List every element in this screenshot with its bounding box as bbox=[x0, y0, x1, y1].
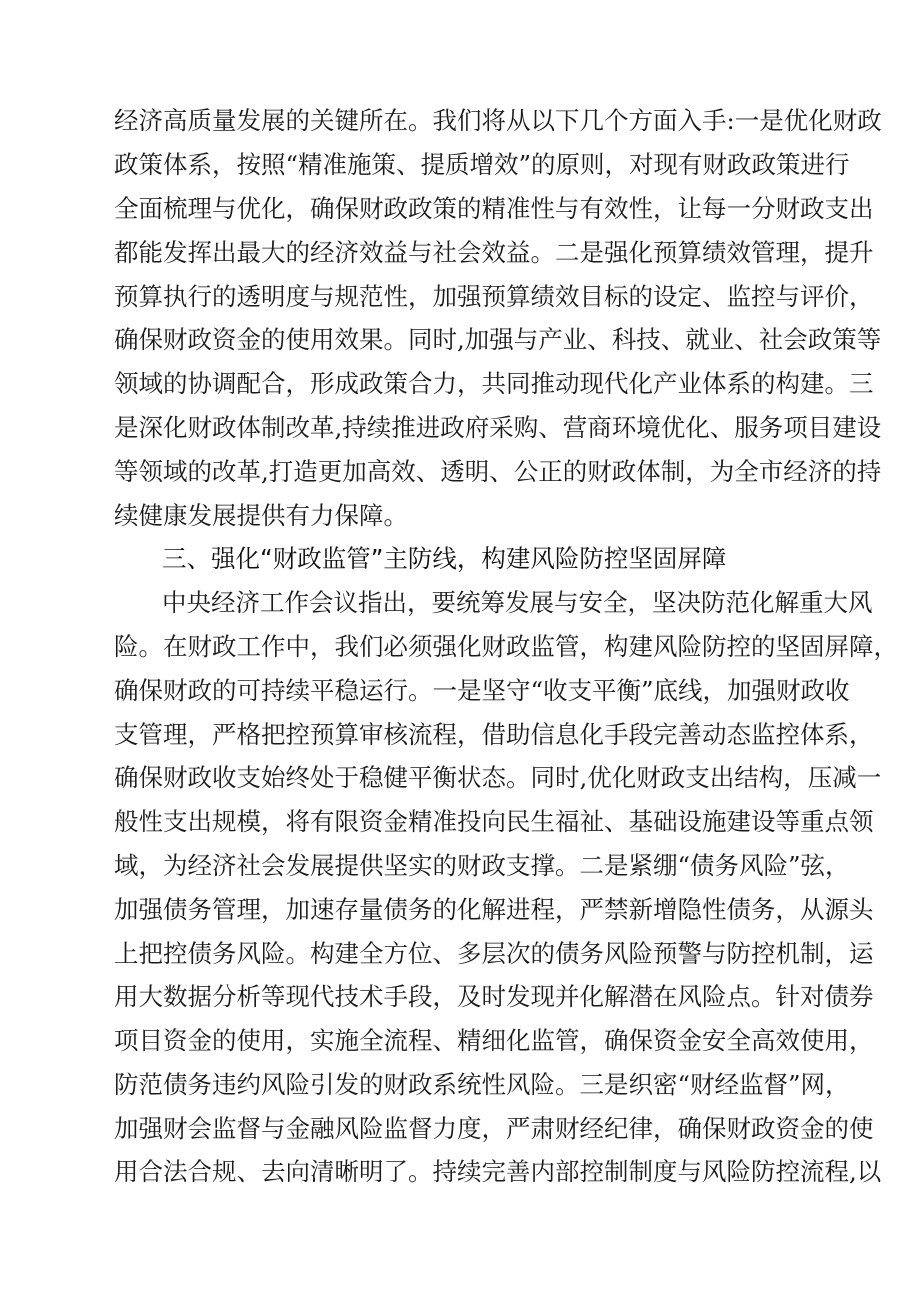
paragraph-1-line-1: 经济高质量发展的关键所在。我们将从以下几个方面入手:一是优化财政 bbox=[114, 106, 882, 135]
paragraph-2-line-4: 支管理，严格把控预算审核流程，借助信息化手段完善动态监控体系， bbox=[114, 720, 874, 749]
paragraph-2-line-12: 防范债务违约风险引发的财政系统性风险。三是织密“财经监督”网， bbox=[114, 1070, 850, 1099]
paragraph-2-line-7: 域，为经济社会发展提供坚实的财政支撑。二是紧绷“债务风险”弦， bbox=[114, 851, 850, 880]
paragraph-1-line-8: 是深化财政体制改革,持续推进政府采购、营商环境优化、服务项目建设 bbox=[114, 413, 882, 442]
paragraph-1-line-6: 确保财政资金的使用效果。同时,加强与产业、科技、就业、社会政策等 bbox=[114, 325, 882, 354]
paragraph-2-line-2: 险。在财政工作中，我们必须强化财政监管，构建风险防控的坚固屏障， bbox=[114, 632, 898, 661]
paragraph-1-line-9: 等领域的改革,打造更加高效、透明、公正的财政体制，为全市经济的持 bbox=[114, 457, 882, 486]
paragraph-2-line-11: 项目资金的使用，实施全流程、精细化监管，确保资金安全高效使用， bbox=[114, 1026, 874, 1055]
paragraph-2-line-14: 用合法合规、去向清晰明了。持续完善内部控制制度与风险防控流程,以 bbox=[114, 1157, 882, 1186]
paragraph-1-line-5: 预算执行的透明度与规范性，加强预算绩效目标的设定、监控与评价， bbox=[114, 282, 874, 311]
paragraph-2-line-5: 确保财政收支始终处于稳健平衡状态。同时,优化财政支出结构，压减一 bbox=[114, 763, 882, 792]
paragraph-2-line-3: 确保财政的可持续平稳运行。一是坚守“收支平衡”底线，加强财政收 bbox=[114, 676, 850, 705]
paragraph-2-line-1: 中央经济工作会议指出，要统筹发展与安全，坚决防范化解重大风 bbox=[162, 588, 873, 617]
paragraph-2-line-10: 用大数据分析等现代技术手段，及时发现并化解潜在风险点。针对债券 bbox=[114, 982, 874, 1011]
paragraph-2-line-9: 上把控债务风险。构建全方位、多层次的债务风险预警与防控机制，运 bbox=[114, 939, 874, 968]
paragraph-1-line-4: 都能发挥出最大的经济效益与社会效益。二是强化预算绩效管理，提升 bbox=[114, 238, 874, 267]
section-heading: 三、强化“财政监管”主防线，构建风险防控坚固屏障 bbox=[162, 544, 727, 573]
paragraph-2-line-8: 加强债务管理，加速存量债务的化解进程，严禁新增隐性债务，从源头 bbox=[114, 895, 874, 924]
paragraph-1-line-7: 领域的协调配合，形成政策合力，共同推动现代化产业体系的构建。三 bbox=[114, 369, 874, 398]
paragraph-1-line-2: 政策体系，按照“精准施策、提质增效”的原则，对现有财政政策进行 bbox=[114, 150, 850, 179]
paragraph-1-line-3: 全面梳理与优化，确保财政政策的精准性与有效性，让每一分财政支出 bbox=[114, 194, 874, 223]
paragraph-2-line-13: 加强财会监督与金融风险监督力度，严肃财经纪律，确保财政资金的使 bbox=[114, 1114, 874, 1143]
paragraph-2-line-6: 般性支出规模，将有限资金精准投向民生福祉、基础设施建设等重点领 bbox=[114, 807, 874, 836]
paragraph-1-line-10: 续健康发展提供有力保障。 bbox=[114, 501, 408, 530]
